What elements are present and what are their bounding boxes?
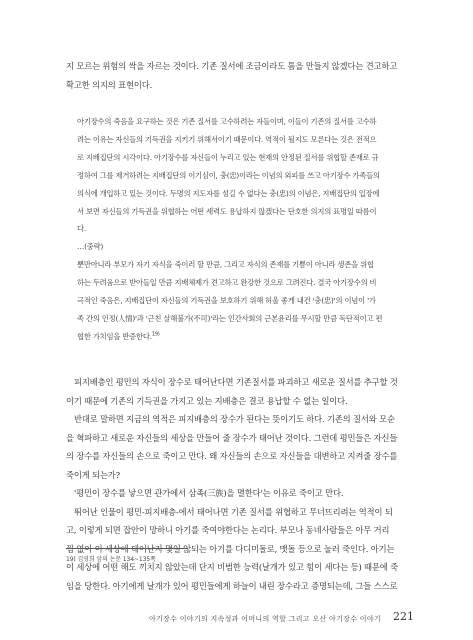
- text-line: 반대로 말하면 지금의 역적은 피지배층의 장수가 된다는 뜻이기도 하다. 기존의 질서와 모순: [74, 414, 395, 424]
- page-number: 221: [393, 610, 414, 623]
- quote-line-text: 협한 가치임을 반증한다.: [77, 331, 152, 341]
- text-line: 의 장수를 자신들의 손으로 죽이고 만다. 왜 자신들의 손으로 자신들을 대변하고 지켜줄 장수를: [66, 451, 398, 461]
- text-line: 이 세상에 어떤 해도 끼치지 않았는데 단지 비범한 능력(날개가 있고 힘이 세다는 등) 때문에 죽: [66, 562, 398, 572]
- quote-line-last: [77, 328, 404, 346]
- text-line: 죽이게 되는가?: [66, 469, 120, 480]
- text-line: 지 모르는 위험의 싹을 자르는 것이다. 기존 질서에 조금이라도 틈을 만들지 않겠다는 견고하고: [66, 61, 398, 71]
- quote-line: 족 간의 인정(人情)'과 '근친 살해불가(不可)'라는 인간사회의 근본윤리를 무시할 만큼 독단적이고 편: [77, 313, 383, 323]
- text-line: 을 혁파하고 새로운 자신들의 세상을 만들어 줄 장수가 태어난 것이다. 그런데 평민들은 자신들: [66, 432, 398, 443]
- quote-line: 아기장수의 죽음을 요구하는 것은 기존 질서를 고수하려는 자들이며, 이들이 기존의 질서를 고수하: [77, 117, 377, 126]
- text-line: 이기 때문에 기존의 기득권을 가지고 있는 지배층은 결코 용납할 수 없는 일이다.: [66, 395, 348, 406]
- quote-line: 극적인 죽음은, 지배집단이 자신들의 기득권을 보호하기 위해 허울 좋게 내건 '충(忠)'의 이념이 '가: [77, 296, 376, 306]
- quote-line: …(중략): [77, 242, 104, 252]
- text-line: 임을 당한다. 아기에게 날개가 있어 평민들에게 하늘이 내린 장수라고 증명되는데, 그들 스스로: [66, 580, 398, 591]
- footnote-divider: [66, 548, 188, 549]
- block-quote: [77, 113, 404, 346]
- text-line: 피지배층인 평민의 자식이 장수로 태어난다면 기존질서를 파괴하고 새로운 질서를 추구할 것: [74, 377, 398, 387]
- text-line: 확고한 의지의 표현이다.: [66, 79, 153, 90]
- text-line: 뛰어난 인물이 평민-피지배층-에서 태어나면 기존 질서를 위협하고 무너뜨리려는 역적이 되: [74, 506, 393, 517]
- quote-line: 려는 이유는 자신들의 기득권을 지키기 위해서이기 때문이다. 역적이 될지도 모른다는 것은 전적으: [77, 134, 377, 144]
- quote-line: 로 지배집단의 시각이다. 아기장수를 자신들이 누리고 있는 현재의 안정된 질서를 위협할 존재로 규: [77, 152, 379, 162]
- quote-line: 의식에 개입하고 있는 것이다. 두명의 지도자를 섬길 수 없다는 충(忠)의 이념은, 지배집단의 입장에: [77, 188, 380, 198]
- text-line: '평민이 장수를 낳으면 관가에서 삼족(三族)을 멸한다'는 이유로 죽이고 만다.: [74, 488, 344, 498]
- quote-line: 정하여 그를 제거하려는 지배집단의 이기심이, 충(忠)이라는 이념의 외피를 쓰고 아기장수 가족들의: [77, 170, 380, 180]
- running-head: 아기장수 이야기의 지속성과 어머니의 역할 그리고 오산 아기장수 이야기: [148, 615, 381, 623]
- quote-line: 뿐만아니라 부모가 자기 자식을 죽이러 할 만큼, 그리고 자식의 존재를 기쁨이 아니라 생존을 위협: [77, 260, 374, 270]
- body-paragraph-top: [66, 57, 414, 94]
- text-line: 낌 없이 이 세상에 태어난지 몇일 않되는 아기를 다디미돌로, 맷돌 등으로 눌러 죽인다. 아기는: [66, 543, 395, 554]
- footnote-reference[interactable]: 19): [151, 331, 160, 338]
- footnote: 19) 김영희 앞의 논문 134~135쪽: [66, 556, 156, 563]
- quote-line: 서 보면 자신들의 기득권을 위협하는 어떤 세력도 용납하지 않겠다는 단호한 의지의 표명일 따름이: [77, 206, 377, 216]
- quote-line: 하는 두려움으로 받아들일 만큼 지배체제가 견고하고 완강한 것으로 그려진다. 결국 아기장수의 비: [77, 278, 377, 288]
- quote-line: 다.: [77, 224, 86, 234]
- text-line: 고, 이렇게 되면 잡안이 망하니 아기를 죽여야한다는 논리다. 부모나 동네사람들은 아무 거리: [66, 525, 390, 535]
